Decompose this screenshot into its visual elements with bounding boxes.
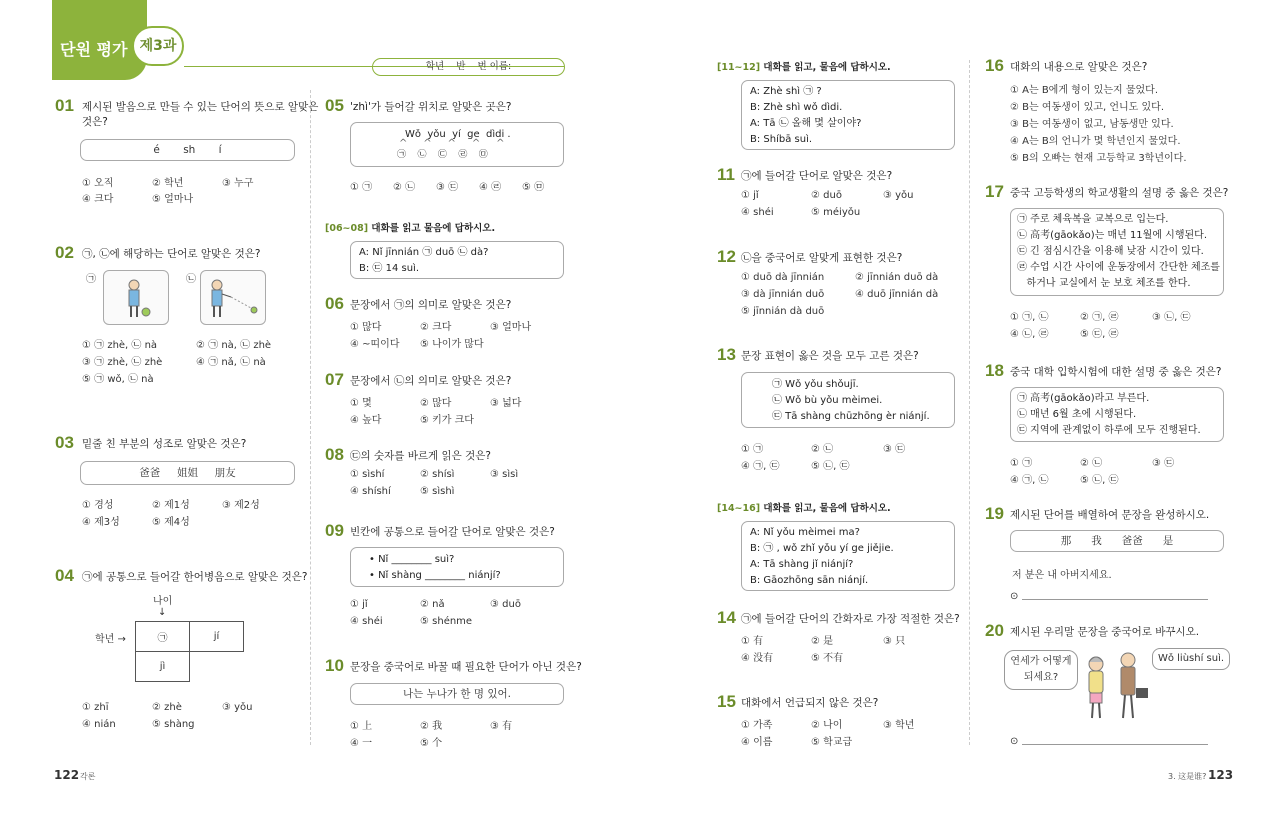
option[interactable]: ② zhè xyxy=(152,702,182,713)
option[interactable]: ④ ㉣ xyxy=(479,182,502,193)
q04-text: ㉠에 공통으로 들어갈 한어병음으로 알맞은 것은? xyxy=(82,571,308,583)
option[interactable]: ① 有 xyxy=(741,636,764,647)
option[interactable]: ② 많다 xyxy=(420,398,452,409)
option[interactable]: ① ㉠ xyxy=(1010,458,1033,469)
q07-number: 07 xyxy=(325,370,344,389)
section-text: 대화를 읽고, 물음에 답하시오. xyxy=(763,62,891,73)
option[interactable]: ② duō xyxy=(811,190,842,201)
option[interactable]: ② 크다 xyxy=(420,322,452,333)
lesson-badge xyxy=(132,26,184,66)
option[interactable]: ⑤ 키가 크다 xyxy=(420,415,474,426)
option[interactable]: ② ㉠, ㉣ xyxy=(1080,312,1119,323)
option[interactable]: ④ duō jīnnián dà xyxy=(855,289,939,300)
q04-left-label: 학년 → xyxy=(95,634,126,645)
option[interactable]: ⑤ B의 오빠는 현재 고등학교 3학년이다. xyxy=(1010,153,1187,164)
option[interactable]: ③ ㉢ xyxy=(883,444,906,455)
bubble-text: 되세요? xyxy=(1023,672,1059,683)
option[interactable]: ③ dà jīnnián duō xyxy=(741,289,825,300)
q12-number: 12 xyxy=(717,247,736,266)
option[interactable]: ① ㉠ zhè, ㉡ nà xyxy=(82,340,158,351)
q19-answer-marker: ⊙ xyxy=(1010,591,1019,602)
option[interactable]: ② jīnnián duō dà xyxy=(855,272,939,283)
q13-box xyxy=(741,372,955,428)
option[interactable]: ④ 没有 xyxy=(741,653,774,664)
q01-text2: 것은? xyxy=(82,116,108,128)
q11-number: 11 xyxy=(717,165,735,184)
unit-title: 단원 평가 xyxy=(60,40,128,59)
q10-number: 10 xyxy=(325,656,344,675)
q13-line: ㉠ Wǒ yǒu shǒujī. xyxy=(772,379,859,390)
option[interactable]: ⑤ shàng xyxy=(152,719,195,730)
option[interactable]: ④ ㉠, ㉡ xyxy=(1010,475,1049,486)
option[interactable]: ④ shíshí xyxy=(350,486,391,497)
q19-box-text: 那 我 爸爸 是 xyxy=(1060,535,1174,547)
option[interactable]: ⑤ 학교급 xyxy=(811,737,853,748)
option[interactable]: ⑤ ㉡, ㉢ xyxy=(811,461,850,472)
option[interactable]: ④ 제3성 xyxy=(82,517,120,528)
q15-number: 15 xyxy=(717,692,736,711)
grid-cell: jì xyxy=(136,652,190,682)
q02-label-1: ㉠ xyxy=(86,274,96,285)
option[interactable]: ③ B는 여동생이 없고, 남동생만 있다. xyxy=(1010,119,1174,130)
option[interactable]: ① jǐ xyxy=(350,599,368,610)
option[interactable]: ⑤ ㉠ wǒ, ㉡ nà xyxy=(82,374,154,385)
option[interactable]: ⑤ ㉢, ㉣ xyxy=(1080,329,1119,340)
q14-number: 14 xyxy=(717,608,736,627)
q18-line: ㉡ 매년 6월 초에 시행된다. xyxy=(1017,409,1137,420)
option[interactable]: ④ shéi xyxy=(741,207,774,218)
q02-number: 02 xyxy=(55,243,74,262)
option[interactable]: ③ 넓다 xyxy=(490,398,522,409)
q01-number: 01 xyxy=(55,96,74,115)
section-0608 xyxy=(325,220,495,234)
q20-answer-line[interactable] xyxy=(1022,744,1208,745)
q14-text: ㉠에 들어갈 단어의 간화자로 가장 적절한 것은? xyxy=(741,613,960,625)
option[interactable]: ② ㉡ xyxy=(393,182,416,193)
dialog-line: A: Tā shàng jǐ niánjí? xyxy=(750,559,854,570)
dialog-line: A: Tā ㉡ 올해 몇 살이야? xyxy=(750,118,862,129)
option[interactable]: ④ ㉠ nǎ, ㉡ nà xyxy=(196,357,266,368)
dialog-1416 xyxy=(741,521,955,591)
option[interactable]: ⑤ sìshì xyxy=(420,486,455,497)
option[interactable]: ② 我 xyxy=(420,721,443,732)
option[interactable]: ② nǎ xyxy=(420,599,445,610)
q13-line: ㉡ Wǒ bù yǒu mèimei. xyxy=(772,395,883,406)
q05-mark-letters: ㉠ ㉡ ㉢ ㉣ ㉤ xyxy=(397,150,488,160)
q18-line: ㉠ 高考(gāokǎo)라고 부른다. xyxy=(1017,393,1150,404)
q02-picture-1 xyxy=(103,270,169,325)
q03-number: 03 xyxy=(55,433,74,452)
q03-text: 밑줄 친 부분의 성조로 알맞은 것은? xyxy=(82,438,247,450)
option[interactable]: ② ㉠ nà, ㉡ zhè xyxy=(196,340,272,351)
q17-number: 17 xyxy=(985,182,1004,201)
q10-box-text: 나는 누나가 한 명 있어. xyxy=(403,688,511,700)
option[interactable]: ③ 누구 xyxy=(222,178,254,189)
option[interactable]: ① 오직 xyxy=(82,178,114,189)
q16-text: 대화의 내용으로 알맞은 것은? xyxy=(1010,61,1148,73)
q13-text: 문장 표현이 옳은 것을 모두 고른 것은? xyxy=(741,350,919,362)
option[interactable]: ① 경성 xyxy=(82,500,114,511)
q03-box xyxy=(80,461,295,485)
section-text: 대화를 읽고, 물음에 답하시오. xyxy=(763,503,891,514)
option[interactable]: ② shísì xyxy=(420,469,455,480)
option[interactable]: ⑤ 제4성 xyxy=(152,517,190,528)
q08-number: 08 xyxy=(325,445,344,464)
option[interactable]: ② 학년 xyxy=(152,178,184,189)
option[interactable]: ① ㉠ xyxy=(350,182,373,193)
q18-number: 18 xyxy=(985,361,1004,380)
option[interactable]: ① 몇 xyxy=(350,398,372,409)
option[interactable]: ③ ㉢ xyxy=(1152,458,1175,469)
bubble-text: 연세가 어떻게 xyxy=(1010,656,1072,667)
option[interactable]: ③ 얼마나 xyxy=(490,322,532,333)
option[interactable]: ② 제1성 xyxy=(152,500,190,511)
section-range: [06~08] xyxy=(325,223,369,234)
grid-cell: ㉠ xyxy=(136,622,190,652)
q20-bubble-1 xyxy=(1004,650,1078,690)
dialog-line: B: ㉠ , wǒ zhǐ yǒu yí ge jiějie. xyxy=(750,543,894,554)
q17-box xyxy=(1010,208,1224,296)
option[interactable]: ⑤ shénme xyxy=(420,616,473,627)
option[interactable]: ③ duō xyxy=(490,599,521,610)
option[interactable]: ③ 제2성 xyxy=(222,500,260,511)
option[interactable]: ③ 학년 xyxy=(883,720,915,731)
option[interactable]: ③ ㉠ zhè, ㉡ zhè xyxy=(82,357,163,368)
option[interactable]: ④ 높다 xyxy=(350,415,382,426)
dialog-line: B: Zhè shì wǒ dìdi. xyxy=(750,102,843,113)
q05-text: 'zhì'가 들어갈 위치로 알맞은 곳은? xyxy=(350,101,512,113)
option[interactable]: ② ㉡ xyxy=(811,444,834,455)
q20-bubble-2: Wǒ liùshí suì. xyxy=(1152,648,1230,670)
dialog-line: A: Nǐ yǒu mèimei ma? xyxy=(750,527,860,538)
q05-marks: ^ ^ ^ ^ ^ xyxy=(399,138,505,149)
lesson-label: 제3과 xyxy=(139,38,177,54)
q05-box xyxy=(350,122,564,167)
option[interactable]: ⑤ ㉡, ㉢ xyxy=(1080,475,1119,486)
q13-number: 13 xyxy=(717,345,736,364)
q19-hint: 저 분은 내 아버지세요. xyxy=(1012,570,1112,581)
option[interactable]: ⑤ méiyǒu xyxy=(811,207,861,218)
dialog-line: B: ㉢ 14 suì. xyxy=(359,263,419,274)
option[interactable]: ① 가족 xyxy=(741,720,773,731)
q02-picture-2 xyxy=(200,270,266,325)
option[interactable]: ⑤ 나이가 많다 xyxy=(420,339,484,350)
q19-answer-line[interactable] xyxy=(1022,599,1208,600)
option[interactable]: ① A는 B에게 형이 있는지 물었다. xyxy=(1010,85,1158,96)
option[interactable]: ④ ㉠, ㉢ xyxy=(741,461,780,472)
option[interactable]: ③ 有 xyxy=(490,721,513,732)
q16-number: 16 xyxy=(985,56,1004,75)
option[interactable]: ④ shéi xyxy=(350,616,383,627)
option[interactable]: ① ㉠, ㉡ xyxy=(1010,312,1049,323)
q13-line: ㉢ Tā shàng chūzhōng èr niánjí. xyxy=(772,411,930,422)
name-box-label: 학년 반 번 이름: xyxy=(425,61,512,72)
left-page-number: 122 xyxy=(54,768,80,782)
column-divider xyxy=(969,60,970,745)
option[interactable]: ③ yǒu xyxy=(222,702,253,713)
dialog-line: B: Shíbā suì. xyxy=(750,134,813,145)
q20-text: 제시된 우리말 문장을 중국어로 바꾸시오. xyxy=(1010,626,1200,638)
grid-cell: jí xyxy=(190,622,244,652)
q02-text: ㉠, ㉡에 해당하는 단어로 알맞은 것은? xyxy=(82,248,261,260)
q05-sentence: Wǒ yǒu yí ge dìdi . xyxy=(405,129,511,140)
option[interactable]: ② ㉡ xyxy=(1080,458,1103,469)
option[interactable]: ④ nián xyxy=(82,719,116,730)
option[interactable]: ① duō dà jīnnián xyxy=(741,272,825,283)
dialog-line: A: Zhè shì ㉠ ? xyxy=(750,86,822,97)
q06-number: 06 xyxy=(325,294,344,313)
q09-number: 09 xyxy=(325,521,344,540)
section-1416 xyxy=(717,500,891,514)
dialog-line: A: Nǐ jīnnián ㉠ duō ㉡ dà? xyxy=(359,247,489,258)
q15-text: 대화에서 언급되지 않은 것은? xyxy=(741,697,879,709)
q19-box xyxy=(1010,530,1224,552)
section-1112 xyxy=(717,59,891,73)
section-range: [11~12] xyxy=(717,62,761,73)
option[interactable]: ② B는 여동생이 있고, 언니도 있다. xyxy=(1010,102,1164,113)
option[interactable]: ① 많다 xyxy=(350,322,382,333)
q05-number: 05 xyxy=(325,96,344,115)
column-divider xyxy=(310,90,311,745)
q09-line: • Nǐ ________ suì? xyxy=(369,554,455,565)
option[interactable]: ① 上 xyxy=(350,721,373,732)
q03-box-text: 爸爸 姐姐 朋友 xyxy=(139,467,236,479)
q01-text: 제시된 발음으로 만들 수 있는 단어의 뜻으로 알맞은 xyxy=(82,101,319,113)
q18-box xyxy=(1010,387,1224,442)
q01-box xyxy=(80,139,295,161)
q17-line: ㉢ 긴 점심시간을 이용해 낮잠 시간이 있다. xyxy=(1017,246,1204,257)
boy-pointing-far-icon xyxy=(201,271,267,326)
option[interactable]: ② 是 xyxy=(811,636,834,647)
grandparent-figures-icon xyxy=(1080,648,1152,722)
q02-label-2: ㉡ xyxy=(186,274,196,285)
option[interactable]: ④ A는 B의 언니가 몇 학년인지 물었다. xyxy=(1010,136,1181,147)
option[interactable]: ① ㉠ xyxy=(741,444,764,455)
q10-text: 문장을 중국어로 바꿀 때 필요한 단어가 아닌 것은? xyxy=(350,661,582,673)
q10-box xyxy=(350,683,564,705)
option[interactable]: ③ 只 xyxy=(883,636,906,647)
option[interactable]: ⑤ ㉤ xyxy=(522,182,545,193)
q11-text: ㉠에 들어갈 단어로 알맞은 것은? xyxy=(741,170,893,182)
dialog-0608 xyxy=(350,241,564,279)
q19-number: 19 xyxy=(985,504,1004,523)
q17-line: 하거나 교실에서 눈 보호 체조를 한다. xyxy=(1017,278,1191,289)
option[interactable]: ③ ㉢ xyxy=(436,182,459,193)
q17-line: ㉣ 수업 시간 사이에 운동장에서 간단한 체조를 xyxy=(1017,262,1220,273)
q09-text: 빈칸에 공통으로 들어갈 단어로 알맞은 것은? xyxy=(350,526,555,538)
name-box xyxy=(372,58,565,76)
q09-line: • Nǐ shàng ________ niánjí? xyxy=(369,570,501,581)
option[interactable]: ⑤ 얼마나 xyxy=(152,194,194,205)
q17-line: ㉠ 주로 체육복을 교복으로 입는다. xyxy=(1017,214,1169,225)
q08-text: ㉢의 숫자를 바르게 읽은 것은? xyxy=(350,450,491,462)
q04-arrow: ↓ xyxy=(158,607,167,618)
q04-grid xyxy=(135,621,244,682)
q17-text: 중국 고등학생의 학교생활의 설명 중 옳은 것은? xyxy=(1010,187,1229,199)
option[interactable]: ④ ㉡, ㉣ xyxy=(1010,329,1049,340)
option[interactable]: ④ 一 xyxy=(350,738,373,749)
option[interactable]: ② 나이 xyxy=(811,720,843,731)
option[interactable]: ③ ㉡, ㉢ xyxy=(1152,312,1191,323)
q20-number: 20 xyxy=(985,621,1004,640)
option[interactable]: ④ 이름 xyxy=(741,737,773,748)
option[interactable]: ① sìshí xyxy=(350,469,385,480)
q04-number: 04 xyxy=(55,566,74,585)
option[interactable]: ③ yǒu xyxy=(883,190,914,201)
option[interactable]: ① zhī xyxy=(82,702,109,713)
q07-text: 문장에서 ㉡의 의미로 알맞은 것은? xyxy=(350,375,512,387)
section-range: [14~16] xyxy=(717,503,761,514)
right-page-number: 123 xyxy=(1208,768,1234,782)
q06-text: 문장에서 ㉠의 의미로 알맞은 것은? xyxy=(350,299,512,311)
q18-text: 중국 대학 입학시험에 대한 설명 중 옳은 것은? xyxy=(1010,366,1222,378)
right-footer-label: 3. 这是谁? xyxy=(1168,772,1207,781)
option[interactable]: ⑤ 不有 xyxy=(811,653,844,664)
section-text: 대화를 읽고 물음에 답하시오. xyxy=(371,223,496,234)
left-footer-label: 각론 xyxy=(80,772,96,781)
q19-text: 제시된 단어를 배열하여 문장을 완성하시오. xyxy=(1010,509,1210,521)
option[interactable]: ④ ~띠이다 xyxy=(350,339,400,350)
option[interactable]: ① jǐ xyxy=(741,190,759,201)
q17-line: ㉡ 高考(gāokǎo)는 매년 11월에 시행된다. xyxy=(1017,230,1207,241)
q20-answer-marker: ⊙ xyxy=(1010,736,1019,747)
q12-text: ㉡을 중국어로 알맞게 표현한 것은? xyxy=(741,252,903,264)
q04-top-label: 나이 xyxy=(153,596,173,607)
q09-box xyxy=(350,547,564,587)
option[interactable]: ④ 크다 xyxy=(82,194,114,205)
option[interactable]: ⑤ 个 xyxy=(420,738,443,749)
boy-pointing-near-icon xyxy=(104,271,170,326)
dialog-line: B: Gāozhōng sān niánjí. xyxy=(750,575,869,586)
q18-line: ㉢ 지역에 관계없이 하루에 모두 진행된다. xyxy=(1017,425,1201,436)
q01-box-text: é sh í xyxy=(153,144,222,156)
option[interactable]: ⑤ jīnnián dà duō xyxy=(741,306,825,317)
dialog-1112 xyxy=(741,80,955,150)
option[interactable]: ③ sìsì xyxy=(490,469,519,480)
